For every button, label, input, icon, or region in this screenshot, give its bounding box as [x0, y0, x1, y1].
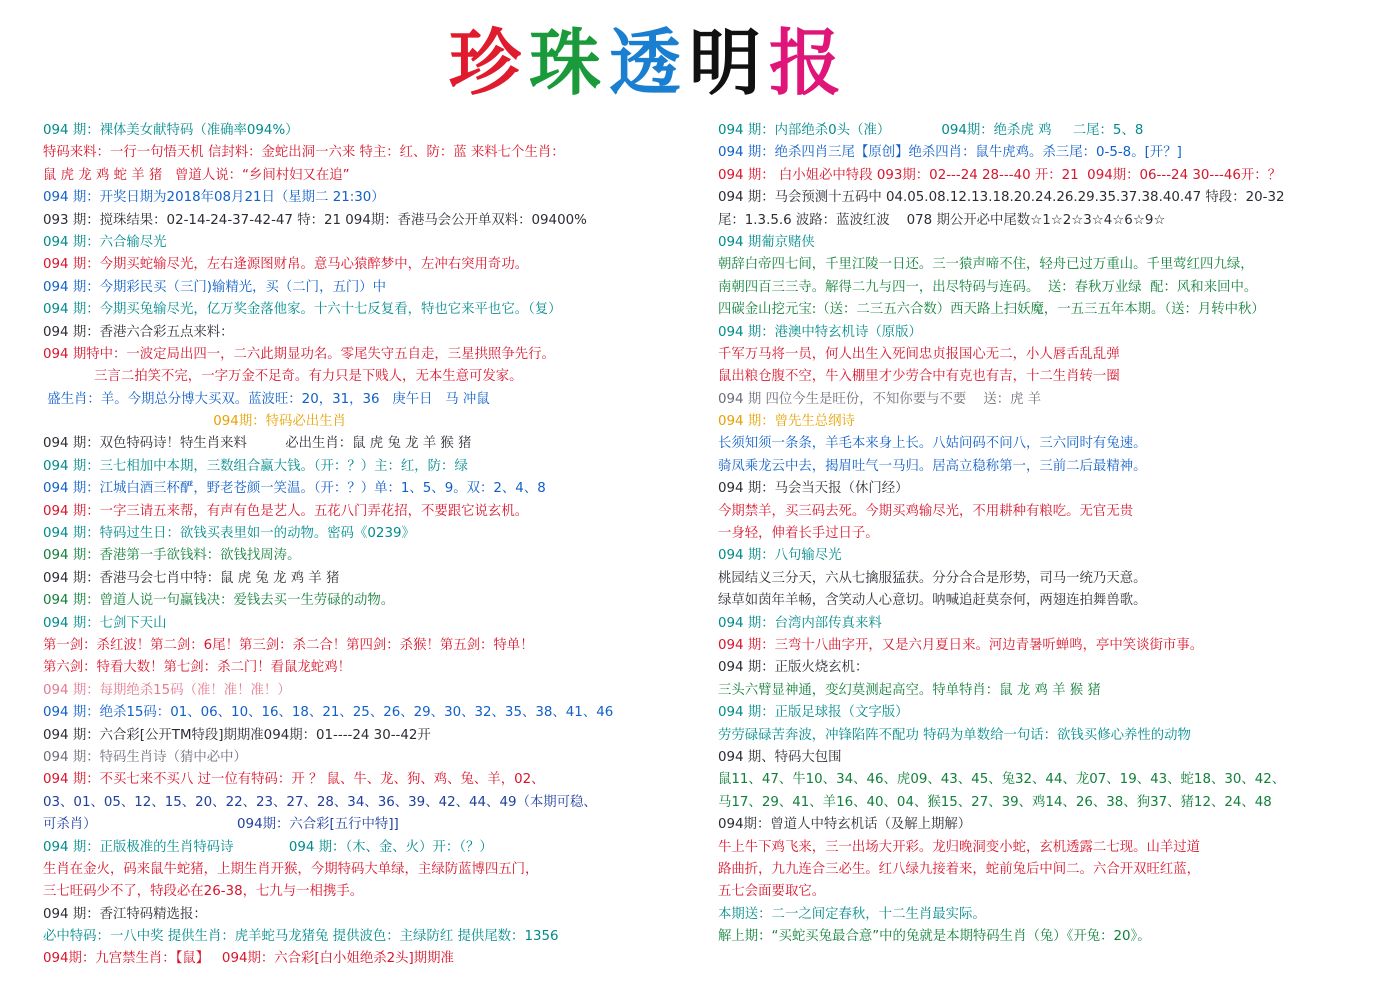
right-text-line: 马17、29、41、羊16、40、04、猴15、27、39、鸡14、26、38、狗37、猪12、24、48: [718, 794, 1272, 810]
right-text-line: 094 期：马会当天报（休门经）: [718, 481, 909, 497]
left-text-line: 094期：特码必出生肖: [43, 414, 346, 430]
right-text-line: 鼠出粮仓腹不空，牛入棚里才少劳合中有克也有吉，十二生肖转一圈: [718, 369, 1120, 385]
right-text-line: 劳劳碌碌苦奔波，冲锋陷阵不配功 特码为单数给一句话：欲钱买修心养性的动物: [718, 727, 1191, 743]
left-text-line: 094 期：开奖日期为2018年08月21日（星期二 21:30）: [43, 190, 385, 206]
left-text-line: 第一剑：杀红波！第二剑：6尾！第三剑：杀二合！第四剑：杀猴！第五剑：特单！: [43, 637, 534, 653]
title-char: 珠: [528, 20, 601, 105]
right-text-line: 牛上牛下鸡飞来，三一出场大开彩。龙归晚洞变小蛇，玄机透露二七现。山羊过道: [718, 839, 1201, 855]
right-text-line: 094 期：绝杀四肖三尾【原创】绝杀四肖：鼠牛虎鸡。杀三尾：0-5-8。[开？]: [718, 145, 1182, 161]
left-text-line: 必中特码：一八中奖 提供生肖：虎羊蛇马龙猪兔 提供波色：主绿防红 提供尾数：1356: [43, 929, 559, 945]
title-char: 透: [608, 20, 681, 105]
right-text-line: 094 期葡京赌侠: [718, 234, 815, 250]
right-text-line: 094 期：港澳中特玄机诗（原版）: [718, 324, 922, 340]
right-text-line: 094 期： 白小姐必中特段 093期：02---24 28---40 开：21 094期：06---24 30---46开：？: [718, 167, 1282, 183]
right-text-line: 四碳金山挖元宝:（送：二三五六合数）西天路上扫妖魔，一五三五年本期。（送：月转中秋）: [718, 302, 1265, 318]
right-text-line: 094 期：马会预测十五码中 04.05.08.12.13.18.20.24.26.29.35.37.38.40.47 特段：20-32: [718, 190, 1285, 206]
left-text-line: 094 期：不买七来不买八 过一位有特码：开 ？ 鼠、牛、龙、狗、鸡、兔、羊，02、: [43, 772, 545, 788]
title-char: 报: [769, 20, 842, 105]
left-text-line: 可杀肖） 094期：六合彩[五行中特]]: [43, 817, 399, 833]
left-text-line: 03、01、05、12、15、20、22、23、27、28、34、36、39、42、44、49（本期可稳、: [43, 794, 597, 810]
left-text-line: 094 期：六合输尽光: [43, 234, 167, 250]
left-text-line: 094 期：绝杀15码：01、06、10、16、18、21、25、26、29、30、32、35、38、41、46: [43, 705, 614, 721]
right-text-line: 长须知须一条条，羊毛本来身上长。八姑问码不问八，三六同时有兔速。: [718, 436, 1147, 452]
right-text-line: 本期送：二一之间定春秋，十二生肖最实际。: [718, 906, 986, 922]
right-text-line: 094 期：内部绝杀0头（准） 094期：绝杀虎 鸡 二尾：5、8: [718, 123, 1144, 138]
right-text-line: 094 期：曾先生总纲诗: [718, 414, 855, 430]
right-text-line: 094 期：正版足球报（文字版）: [718, 705, 909, 721]
left-text-line: 特码来料：一行一句悟天机 信封料：金蛇出洞一六来 特主：红、防：蓝 来料七个生肖：: [43, 145, 565, 161]
right-text-line: 千军万马将一员，何人出生入死间忠贞报国心无二，小人唇舌乱乱弹: [718, 346, 1120, 362]
right-text-line: 一身轻，伸着长手过日子。: [718, 526, 879, 542]
left-text-line: 094 期：香港六合彩五点来料：: [43, 324, 234, 340]
right-column: [718, 120, 1388, 948]
right-text-line: 094 期、特码大包围: [718, 749, 842, 765]
left-text-line: 094 期：双色特码诗！特生肖来料 必出生肖：鼠 虎 兔 龙 羊 猴 猪: [43, 436, 472, 452]
right-text-line: 三头六臂显神通，变幻莫测起高空。特单特肖：鼠 龙 鸡 羊 猴 猪: [718, 682, 1101, 698]
left-text-line: 094 期：裸体美女献特码（准确率094%）: [43, 123, 299, 138]
left-text-line: 三七旺码少不了，特段必在26-38，七九与一相携手。: [43, 884, 364, 900]
right-text-line: 朝辞白帝四七间，千里江陵一日还。三一猿声啼不住，轻舟已过万重山。千里莺红四九绿，: [718, 257, 1254, 273]
left-text-line: 094期：九宫禁生肖：【鼠】 094期：六合彩[白小姐绝杀2头]期期准: [43, 951, 454, 967]
left-text-line: 094 期：今期买兔输尽光，亿万奖金落他家。十六十七反复看，特也它来平也它。（复）: [43, 302, 562, 318]
left-text-line: 094 期：特码过生日：欲钱买表里如一的动物。密码《0239》: [43, 526, 415, 542]
left-text-line: 094 期：特码生肖诗（猜中必中）: [43, 749, 247, 765]
right-text-line: 今期禁羊，买三码去死。今期买鸡输尽光，不用耕种有粮吃。无官无贵: [718, 503, 1134, 519]
right-text-line: 094 期：台湾内部传真来料: [718, 615, 882, 631]
left-text-line: 094 期：一字三请五来帮，有声有色是艺人。五花八门弄花招，不要跟它说玄机。: [43, 503, 529, 519]
right-text-line: 路曲折，九九连合三必生。红八绿九接着来，蛇前兔后中间二。六合开双旺红蓝，: [718, 861, 1201, 877]
left-text-line: 094 期：今期买蛇输尽光，左右逢源图财帛。意马心猿醉梦中，左冲右突用奇功。: [43, 257, 529, 273]
left-text-line: 盛生肖：羊。今期总分博大买双。蓝波旺：20，31，36 庚午日 马 冲鼠: [43, 391, 490, 407]
right-text-line: 五七会面要取它。: [718, 884, 826, 900]
left-text-line: 094 期：曾道人说一句赢钱决：爱钱去买一生劳碌的动物。: [43, 593, 395, 609]
right-text-line: 094 期：八句输尽光: [718, 548, 842, 564]
left-text-line: 094 期：香江特码精选报：: [43, 906, 207, 922]
left-text-line: 三言二拍笑不完，一字万金不足奇。有力只是下贱人，无本生意可发家。: [43, 369, 523, 385]
left-text-line: 094 期：香港马会七肖中特：鼠 虎 兔 龙 鸡 羊 猪: [43, 570, 340, 586]
right-text-line: 094 期：三弯十八曲字开，又是六月夏日来。河边青暑听蝉鸣，亭中笑谈街市事。: [718, 637, 1204, 653]
right-text-line: 骑凤乘龙云中去，揭眉吐气一马归。居高立稳称第一，三前二后最精神。: [718, 458, 1147, 474]
left-text-line: 094 期：今期彩民买（三门)输精光，买（二门，五门）中: [43, 279, 387, 295]
left-text-line: 鼠 虎 龙 鸡 蛇 羊 猪 曾道人说：“乡间村妇又在追”: [43, 167, 350, 183]
right-text-line: 南朝四百三三寺。解得二九与四一，出尽特码与连码。 送：春秋万业绿 配：风和来回中。: [718, 279, 1258, 295]
right-text-line: 桃园结义三分天，六从七擒服猛获。分分合合是形势，司马一统乃天意。: [718, 570, 1147, 586]
left-text-line: 094 期：七剑下天山: [43, 615, 167, 631]
left-text-line: 094 期：香港第一手欲钱料：欲钱找周涛。: [43, 548, 301, 564]
left-text-line: 093 期：搅珠结果：02-14-24-37-42-47 特：21 094期：香港马会公开单双料：09400%: [43, 212, 587, 228]
right-text-line: 鼠11、47、牛10、34、46、虎09、43、45、兔32、44、龙07、19、43、蛇18、30、42、: [718, 772, 1286, 788]
title-char: 珍: [448, 20, 521, 105]
left-text-line: 第六剑：特看大数！第七剑：杀二门！看鼠龙蛇鸡！: [43, 660, 351, 676]
right-text-line: 094 期 四位今生是旺份，不知你要与不要 送：虎 羊: [718, 391, 1042, 407]
left-text-line: 094 期特中：一波定局出四一，二六此期显功名。零尾失守五自走，三星拱照争先行。: [43, 346, 555, 362]
left-text-line: 094 期：每期绝杀15码（准！准！准！）: [43, 682, 291, 698]
left-column: [43, 120, 703, 971]
left-text-line: 生肖在金火，码来鼠牛蛇猪，上期生肖开猴，今期特码大单绿，主绿防蓝博四五门，: [43, 861, 539, 877]
right-text-line: 尾：1.3.5.6 波路：蓝波红波 078 期公开必中尾数☆1☆2☆3☆4☆6☆9☆: [718, 212, 1166, 228]
title-char: 明: [689, 20, 762, 105]
left-text-line: 094 期：三七相加中本期，三数组合赢大钱。（开：？）主：红，防：绿: [43, 458, 468, 474]
right-text-line: 解上期：“买蛇买兔最合意”中的兔就是本期特码生肖（兔）《开兔：20》。: [718, 929, 1151, 945]
right-text-line: 094期：曾道人中特玄机话（及解上期解）: [718, 817, 972, 833]
right-text-line: 绿草如茵年羊畅，含笑动人心意切。呐喊追赶莫奈何，两翅连拍舞兽歌。: [718, 593, 1147, 609]
left-text-line: 094 期：江城白酒三杯酽，野老苍颜一笑温。（开：？）单：1、5、9。双：2、4、8: [43, 481, 546, 497]
right-text-line: 094 期：正版火烧玄机：: [718, 660, 869, 676]
left-text-line: 094 期：六合彩[公开TM特段]期期准094期：01----24 30--42开: [43, 727, 431, 743]
left-text-line: 094 期：正版极准的生肖特码诗 094 期：（木、金、火）开：（？）: [43, 839, 493, 855]
page-title: [0, 18, 1290, 118]
